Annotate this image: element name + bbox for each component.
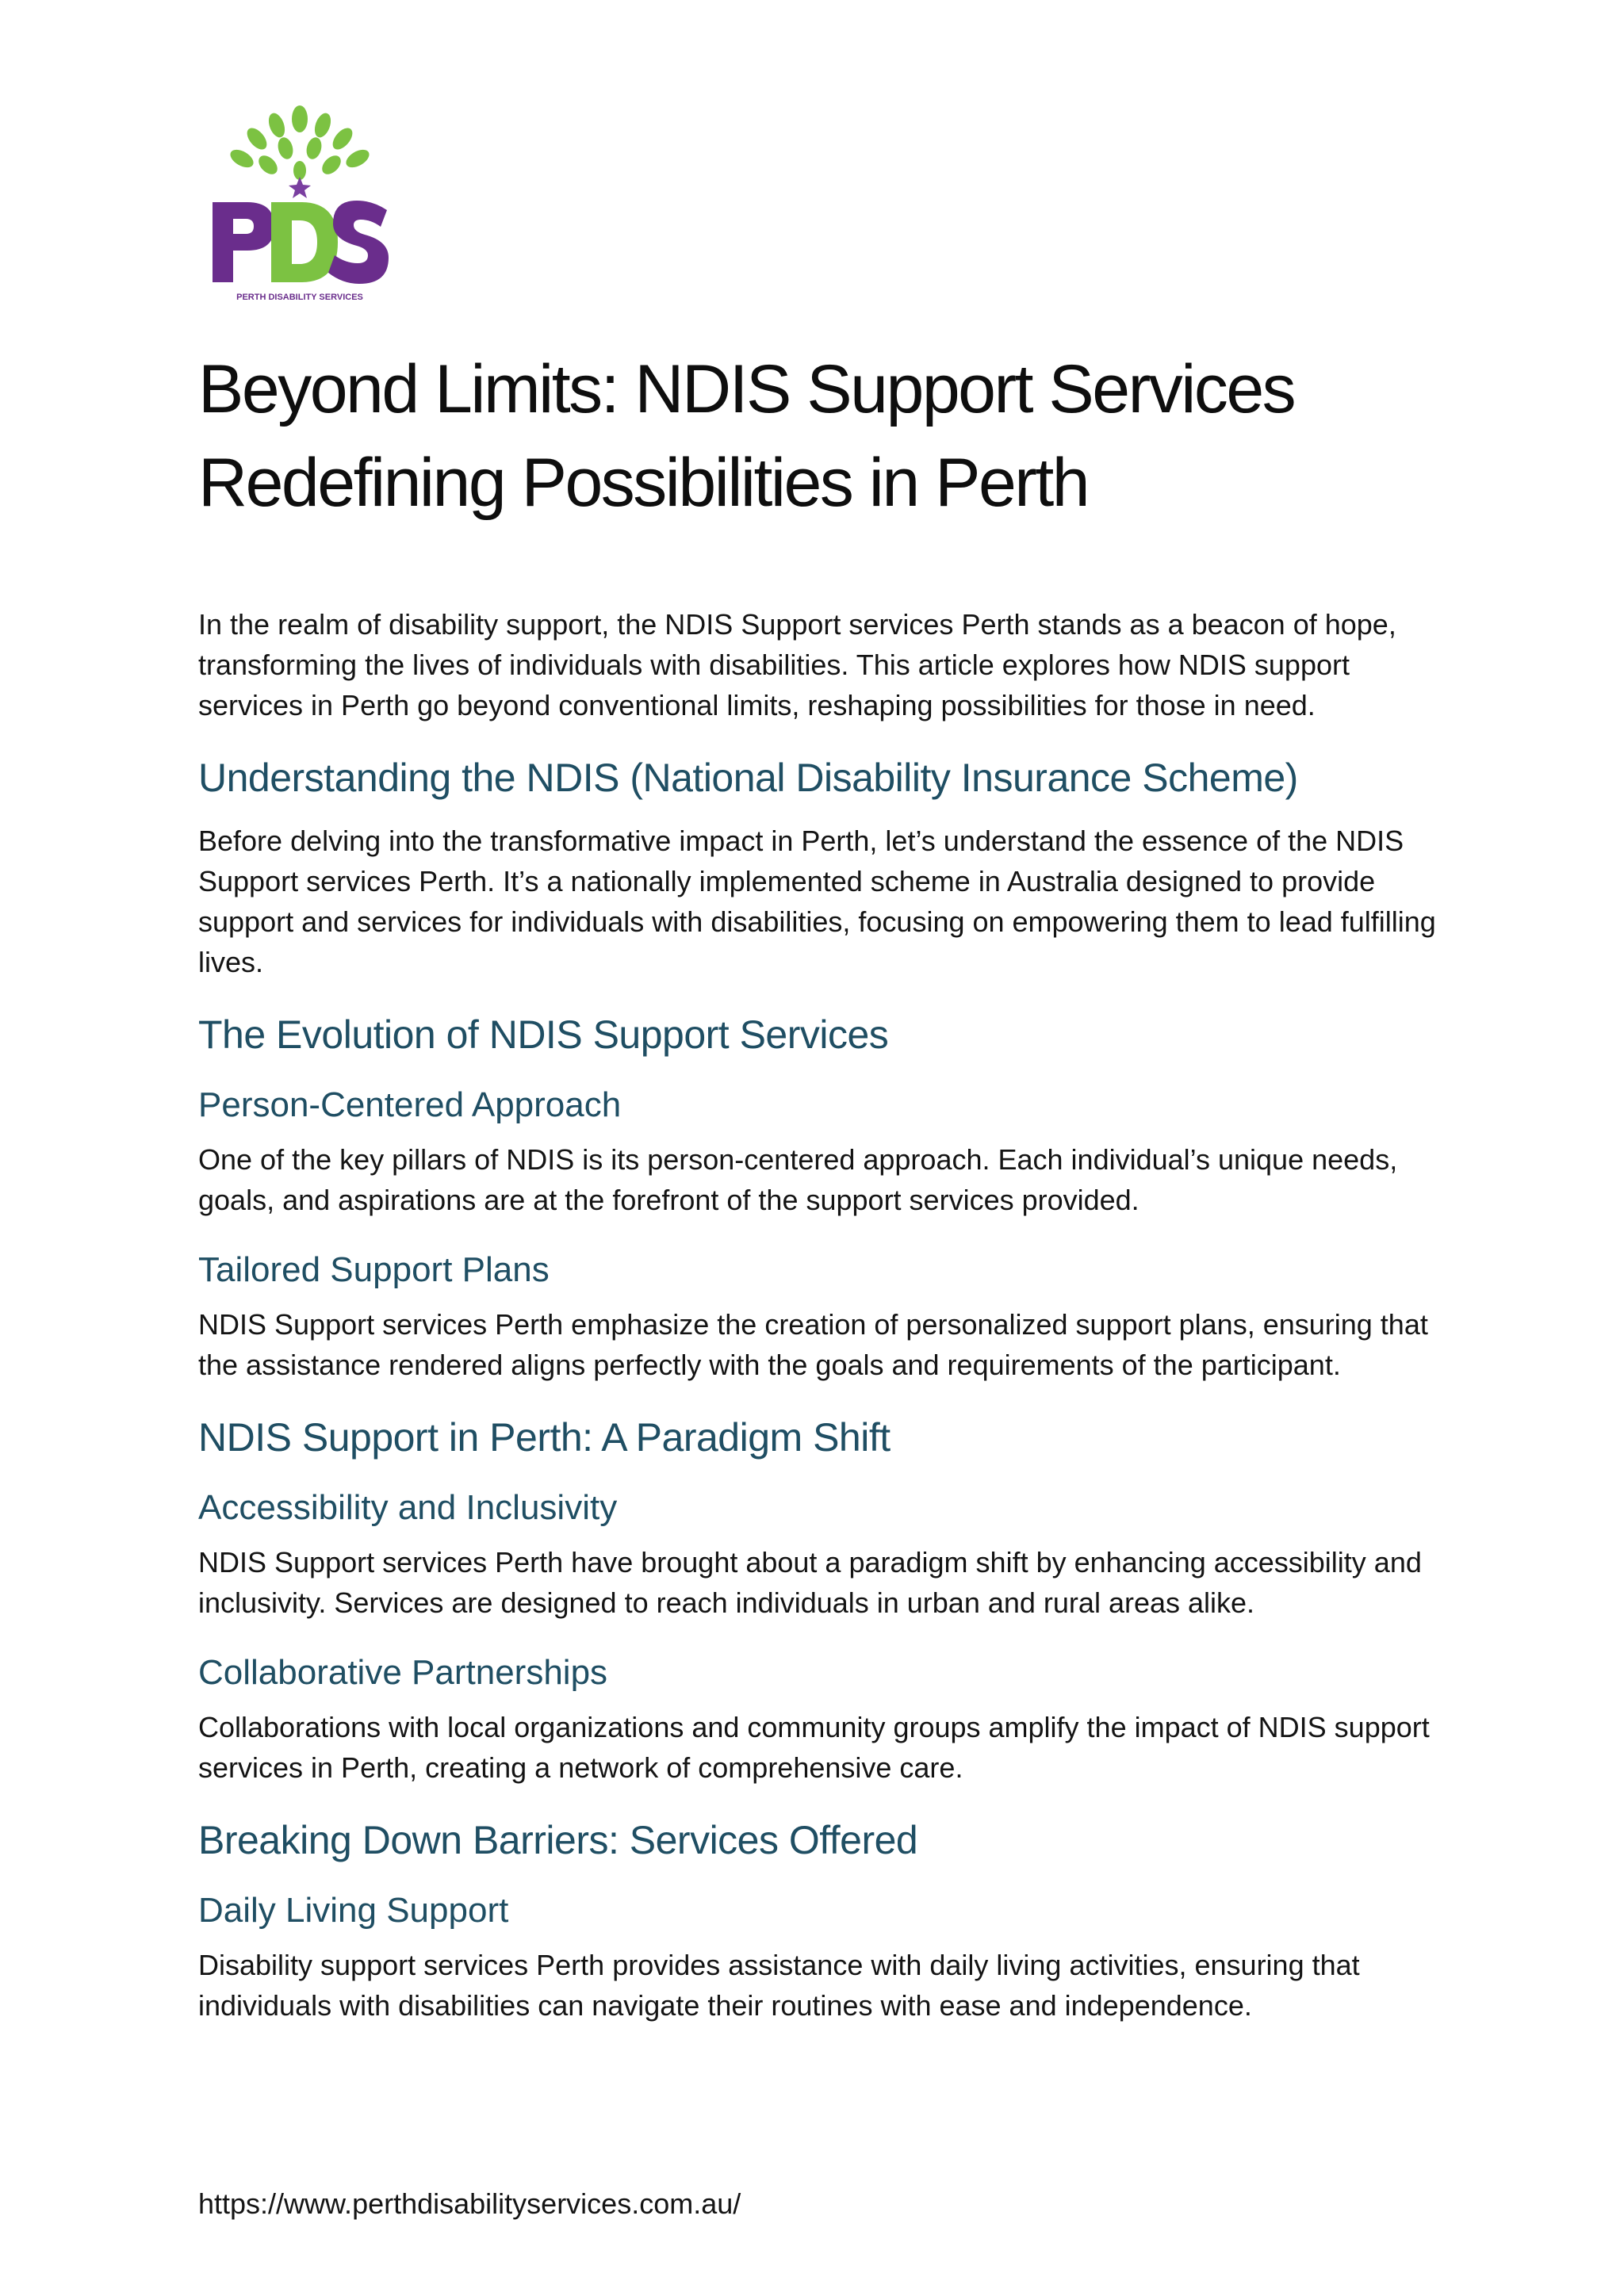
intro-paragraph: In the realm of disability support, the NDIS Support services Perth stands as a beacon of hope, transforming the lives of individuals with disabilities. This article explores how NDIS support services in Perth go beyond conventional limits, reshaping possibilities for those in need.: [198, 608, 1396, 721]
logo-tagline: PERTH DISABILITY SERVICES: [236, 293, 363, 302]
subheading-daily-living: Daily Living Support: [198, 1891, 509, 1930]
subheading-accessibility: Accessibility and Inclusivity: [198, 1488, 618, 1527]
article-title: Beyond Limits: NDIS Support Services Redefining Possibilities in Perth: [198, 351, 1295, 521]
subheading-partnerships: Collaborative Partnerships: [198, 1653, 608, 1692]
tree-logo-icon: [198, 95, 400, 308]
body-partnerships: Collaborations with local organizations and community groups amplify the impact of NDIS support services in Perth, creating a network of comprehensive care.: [198, 1711, 1430, 1784]
body-daily-living: Disability support services Perth provides assistance with daily living activities, ensuring that individuals with disabilities can navigate their routines with ease and independence.: [198, 1949, 1360, 2022]
subheading-person-centered: Person-Centered Approach: [198, 1085, 622, 1124]
body-person-centered: One of the key pillars of NDIS is its person-centered approach. Each individual’s unique needs, goals, and aspirations are at the forefront of the support services provided.: [198, 1143, 1398, 1216]
footer-url[interactable]: https://www.perthdisabilityservices.com.au/: [198, 2187, 741, 2220]
section-heading-understanding-ndis: Understanding the NDIS (National Disability Insurance Scheme): [198, 756, 1298, 800]
section-heading-services-offered: Breaking Down Barriers: Services Offered: [198, 1818, 918, 1862]
body-tailored-plans: NDIS Support services Perth emphasize the creation of personalized support plans, ensuring that the assistance rendered aligns perfectly with the goals and requirements of the participant.: [198, 1308, 1428, 1381]
subheading-tailored-plans: Tailored Support Plans: [198, 1250, 550, 1289]
pds-logo: [198, 95, 400, 308]
document-page: [198, 95, 1451, 2026]
section-heading-evolution: The Evolution of NDIS Support Services: [198, 1012, 889, 1057]
section-body-understanding-ndis: Before delving into the transformative impact in Perth, let’s understand the essence of the NDIS Support services Perth. It’s a nationally implemented scheme in Australia designed to provide support and services for individuals with disabilities, focusing on empowering them to lead fulfilling lives.: [198, 825, 1436, 978]
star-icon: [289, 177, 311, 198]
section-heading-paradigm-shift: NDIS Support in Perth: A Paradigm Shift: [198, 1415, 891, 1460]
body-accessibility: NDIS Support services Perth have brought about a paradigm shift by enhancing accessibility and inclusivity. Services are designed to reach individuals in urban and rural areas alike.: [198, 1546, 1422, 1619]
